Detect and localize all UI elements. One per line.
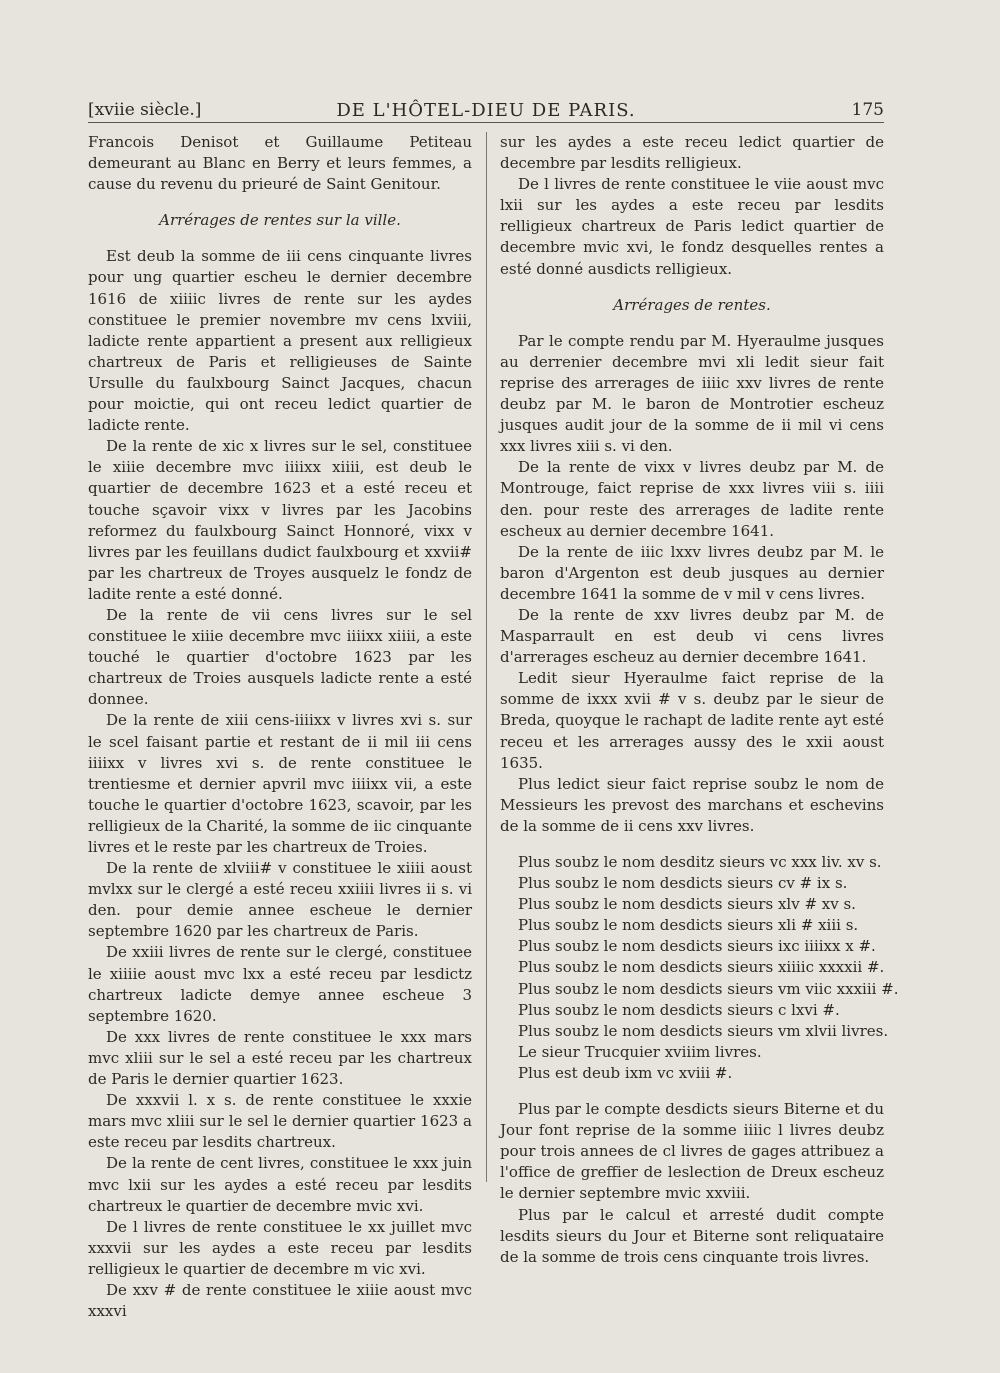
intro-paragraph: Francois Denisot et Guillaume Petiteau demeurant au Blanc en Berry et leurs femmes, a cause du revenu du prieuré de Saint Genitour.: [88, 133, 472, 194]
paragraph: De la rente de vii cens livres sur le sel constituee le xiiie decembre mvc iiiixx xiiii, a este touché le quartier d'octobre 1623 par les chartreux de Troies ausquels ladicte rente a esté donnee.: [88, 605, 472, 709]
paragraph: De la rente de xiii cens-iiiixx v livres xvi s. sur le scel faisant partie et restant de ii mil iii cens iiiixx v livres xvi s. de rente constituee le trentiesme et dernier apvril mvc iiiixx vii, a este touche le quartier d'octobre 1623, scavoir, par les relligieux de la Charité, la somme de iic cinquante livres et le reste par les chartreux de Troies.: [88, 711, 472, 856]
list-item: Plus soubz le nom desdicts sieurs c lxvi #.: [518, 1000, 840, 1019]
paragraph: Par le compte rendu par M. Hyeraulme jusques au derrenier decembre mvi xli ledit sieur fait reprise des arrerages de iiiic xxv livres de rente deubz par M. le baron de Montrotier escheuz jusques audit jour de la somme de ii mil vi cens xxx livres xiii s. vi den.: [500, 331, 884, 456]
list-item: Plus est deub ixm vc xviii #.: [518, 1063, 733, 1082]
section-heading: Arrérages de rentes sur la ville.: [159, 211, 401, 230]
list-item: Le sieur Trucquier xviiim livres.: [518, 1042, 762, 1061]
paragraph: De xxiii livres de rente sur le clergé, constituee le xiiiie aoust mvc lxx a esté receu par lesdictz chartreux ladicte demye annee escheue 3 septembre 1620.: [88, 943, 472, 1025]
paragraph: De la rente de iiic lxxv livres deubz par M. le baron d'Argenton est deub jusques au dernier decembre 1641 la somme de v mil v cens livres.: [500, 542, 884, 603]
paragraph: Plus par le calcul et arresté dudit compte lesdits sieurs du Jour et Biterne sont reliquataire de la somme de trois cens cinquante trois livres.: [500, 1205, 884, 1266]
running-title: DE L'HÔTEL-DIEU DE PARIS.: [336, 100, 636, 121]
paragraph: De la rente de xxv livres deubz par M. de Masparrault en est deub vi cens livres d'arrerages escheuz au dernier decembre 1641.: [500, 605, 884, 667]
continued-paragraph: sur les aydes a este receu ledict quartier de decembre par lesdits relligieux.: [500, 133, 884, 173]
list-item: Plus soubz le nom desdicts sieurs vm viic xxxiii #.: [518, 979, 899, 998]
list-item: Plus soubz le nom desditz sieurs vc xxx liv. xv s.: [518, 853, 882, 871]
paragraph: De xxx livres de rente constituee le xxx mars mvc xliii sur le sel a esté receu par les chartreux de Paris le dernier quartier 1623.: [88, 1027, 472, 1089]
paragraph: De la rente de vixx v livres deubz par M. de Montrouge, faict reprise de xxx livres viii s. iiii den. pour reste des arrerages de ladite rente escheux au dernier decembre 1641.: [500, 458, 884, 540]
century-label: [xviie siècle.]: [88, 100, 202, 120]
left-column: [88, 132, 472, 1322]
paragraph: De la rente de cent livres, constituee le xxx juin mvc lxii sur les aydes a esté receu par lesdits chartreux le quartier de decembre mvic xvi.: [88, 1154, 472, 1215]
paragraph: De la rente de xic x livres sur le sel, constituee le xiiie decembre mvc iiiixx xiiii, est deub le quartier de decembre 1623 et a esté receu et touche sçavoir vixx v livres par les Jacobins reformez du faulxbourg Sainct Honnoré, vixx v livres par les feuillans dudict faulxbourg et xxvii# par les chartreux de Troyes ausquelz le fondz de ladite rente a esté donné.: [88, 437, 472, 603]
header-rule: [88, 122, 884, 123]
paragraph: Plus ledict sieur faict reprise soubz le nom de Messieurs les prevost des marchans et eschevins de la somme de ii cens xxv livres.: [500, 774, 884, 835]
paragraph: Ledit sieur Hyeraulme faict reprise de la somme de ixxx xvii # v s. deubz par le sieur de Breda, quoyque le rachapt de ladite rente ayt esté receu et les arrerages aussy des le xxii aoust 1635.: [500, 669, 884, 772]
paragraph: Plus par le compte desdicts sieurs Biterne et du Jour font reprise de la somme iiiic l livres deubz pour trois annees de cl livres de gages attribuez a l'office de greffier de leslection de Dreux escheuz le dernier septembre mvic xxviii.: [500, 1100, 884, 1203]
column-divider: [486, 132, 487, 1182]
paragraph: De la rente de xlviii# v constituee le xiiii aoust mvlxx sur le clergé a esté receu xxiiii livres ii s. vi den. pour demie annee escheue le dernier septembre 1620 par les chartreux de Paris.: [88, 859, 472, 941]
list-item: Plus soubz le nom desdicts sieurs xli # xiii s.: [518, 916, 859, 935]
list-item: Plus soubz le nom desdicts sieurs xiiiic xxxxii #.: [518, 958, 885, 977]
section-heading: Arrérages de rentes.: [613, 295, 771, 314]
paragraph: De xxxvii l. x s. de rente constituee le xxxie mars mvc xliii sur le sel le dernier quartier 1623 a este receu par lesdits chartreux.: [88, 1091, 472, 1152]
paragraph: De xxv # de rente constituee le xiiie aoust mvc xxxvi: [88, 1280, 472, 1321]
list-item: Plus soubz le nom desdicts sieurs vm xlvii livres.: [518, 1021, 889, 1040]
paragraph: De l livres de rente constituee le viie aoust mvc lxii sur les aydes a este receu par lesdits relligieux chartreux de Paris ledict quartier de decembre mvic xvi, le fondz desquelles rentes a esté donné ausdicts relligieux.: [500, 175, 884, 278]
paragraph: Est deub la somme de iii cens cinquante livres pour ung quartier escheu le dernier decembre 1616 de xiiiic livres de rente sur les aydes constituee le premier novembre mv cens lxviii, ladicte rente appartient a present aux relligieux chartreux de Paris et relligieuses de Sainte Ursulle du faulxbourg Sainct Jacques, chacun pour moictie, qui ont receu ledict quartier de ladicte rente.: [88, 247, 472, 435]
paragraph: De l livres de rente constituee le xx juillet mvc xxxvii sur les aydes a este receu par lesdits relligieux le quartier de decembre m vic xvi.: [88, 1217, 472, 1278]
page-number: 175: [851, 100, 884, 120]
list-item: Plus soubz le nom desdicts sieurs ixc iiiixx x #.: [518, 937, 876, 956]
right-column: [500, 132, 899, 1268]
list-item: Plus soubz le nom desdicts sieurs cv # ix s.: [518, 874, 848, 893]
list-item: Plus soubz le nom desdicts sieurs xlv # xv s.: [518, 895, 856, 914]
